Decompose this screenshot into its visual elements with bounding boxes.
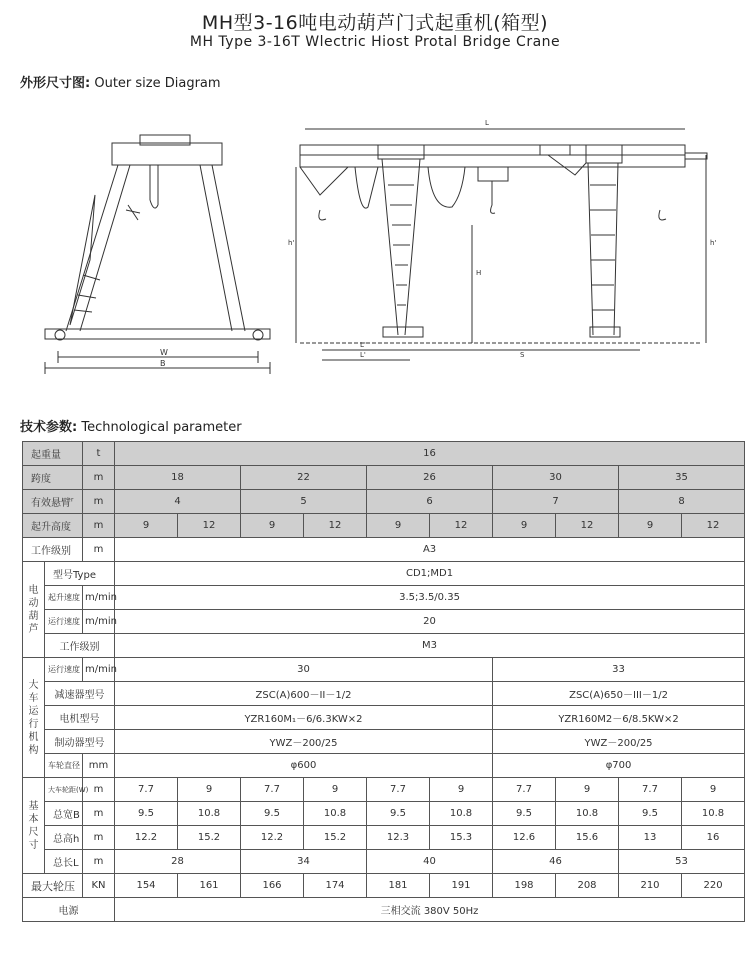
row-lift-height — [23, 514, 745, 538]
cantilever-cell: 4 — [115, 490, 241, 514]
load-cell: 220 — [682, 874, 745, 898]
right-leg-base — [590, 327, 620, 337]
cart-motor-value: YZR160M2－6/8.5KW×2 — [493, 706, 745, 730]
duty-value: A3 — [115, 538, 745, 562]
cantilever-unit: m — [83, 490, 115, 514]
height-cell: 15.3 — [430, 826, 493, 850]
load-cell: 198 — [493, 874, 556, 898]
row-wheelbase — [23, 778, 745, 802]
cart-wheel-value: φ600 — [115, 754, 493, 778]
span-cell: 22 — [241, 466, 367, 490]
row-cart-reducer — [23, 682, 745, 706]
right-leg-rungs — [590, 185, 616, 310]
row-span — [23, 466, 745, 490]
lift-cell: 9 — [241, 514, 304, 538]
row-height — [23, 826, 745, 850]
length-cell: 46 — [493, 850, 619, 874]
left-hopper — [300, 167, 348, 195]
lift-cell: 12 — [682, 514, 745, 538]
dim-w-line — [58, 351, 258, 363]
span-cell: 35 — [619, 466, 745, 490]
hoist-travel-speed-unit: m/min — [83, 610, 115, 634]
dim-w-label: W — [160, 348, 168, 357]
cart-reducer-value: ZSC(A)600－II－1/2 — [115, 682, 493, 706]
right-small-hook — [659, 210, 666, 220]
length-cell: 28 — [115, 850, 241, 874]
cart-reducer-value: ZSC(A)650－III－1/2 — [493, 682, 745, 706]
lift-cell: 9 — [115, 514, 178, 538]
side-top-beam — [112, 143, 222, 165]
right-bracket — [548, 155, 586, 175]
width-cell: 10.8 — [430, 802, 493, 826]
cart-brake-value: YWZ－200/25 — [493, 730, 745, 754]
lift-cell: 12 — [430, 514, 493, 538]
wheelbase-cell: 7.7 — [241, 778, 304, 802]
row-max-wheel-load — [23, 874, 745, 898]
params-heading-cn: 技术参数: — [20, 420, 78, 435]
load-cell: 191 — [430, 874, 493, 898]
diagram-heading-en: Outer size Diagram — [94, 76, 221, 91]
dim-b-line — [45, 362, 270, 374]
cart-speed-unit: m/min — [83, 658, 115, 682]
dim-l1-label: L' — [360, 341, 366, 349]
lift-cell: 9 — [619, 514, 682, 538]
wheelbase-cell: 7.7 — [115, 778, 178, 802]
diagram-heading-cn: 外形尺寸图: — [20, 76, 91, 91]
row-duty — [23, 538, 745, 562]
width-cell: 9.5 — [241, 802, 304, 826]
cantilever-cell: 5 — [241, 490, 367, 514]
height-label: 总高h — [45, 826, 83, 850]
cart-wheel-value: φ700 — [493, 754, 745, 778]
length-unit: m — [83, 850, 115, 874]
duty-label: 工作级别 — [23, 538, 83, 562]
cantilever-label-text: 有效悬臂 — [31, 498, 71, 509]
width-cell: 10.8 — [556, 802, 619, 826]
diagram-heading — [20, 72, 221, 91]
side-brace — [126, 205, 140, 220]
row-cart-brake — [23, 730, 745, 754]
duty-unit: m — [83, 538, 115, 562]
width-cell: 10.8 — [304, 802, 367, 826]
page-title: MH型3-16吨电动葫芦门式起重机(箱型) — [201, 12, 549, 34]
cart-wheel-label: 车轮直径 — [45, 754, 83, 778]
hook-icon — [491, 181, 495, 213]
load-cell: 161 — [178, 874, 241, 898]
mid-bracket — [428, 167, 465, 207]
row-hoist-travel-speed — [23, 610, 745, 634]
left-leg-top — [378, 145, 424, 159]
power-label: 电源 — [23, 898, 115, 922]
wheelbase-cell: 9 — [556, 778, 619, 802]
row-hoist-type — [23, 562, 745, 586]
wheelbase-unit: m — [83, 778, 115, 802]
cantilever-label — [23, 490, 83, 514]
row-hoist-duty — [23, 634, 745, 658]
wheelbase-cell: 7.7 — [367, 778, 430, 802]
spec-table — [22, 441, 745, 922]
wheelbase-cell: 7.7 — [493, 778, 556, 802]
load-cell: 208 — [556, 874, 619, 898]
row-power — [23, 898, 745, 922]
row-cart-wheel — [23, 754, 745, 778]
dim-b-label: B — [160, 359, 166, 368]
hoist-duty-value: M3 — [115, 634, 745, 658]
hoist-duty-label: 工作级别 — [45, 634, 115, 658]
wheelbase-cell: 9 — [178, 778, 241, 802]
hoist-lift-speed-value: 3.5;3.5/0.35 — [115, 586, 745, 610]
hoist-trolley — [478, 167, 508, 181]
page-subtitle: MH Type 3-16T Wlectric Hiost Protal Bridge Crane — [189, 34, 561, 50]
cart-wheel-unit: mm — [83, 754, 115, 778]
cart-brake-value: YWZ－200/25 — [115, 730, 493, 754]
height-cell: 12.6 — [493, 826, 556, 850]
dim-l1b-label: L' — [360, 351, 366, 359]
width-unit: m — [83, 802, 115, 826]
lift-cell: 9 — [367, 514, 430, 538]
load-cell: 210 — [619, 874, 682, 898]
span-cell: 26 — [367, 466, 493, 490]
lift-cell: 12 — [178, 514, 241, 538]
side-right-leg — [200, 165, 245, 331]
lift-cell: 9 — [493, 514, 556, 538]
front-girder — [300, 145, 685, 167]
load-label: 最大轮压 — [23, 874, 83, 898]
cart-speed-value: 30 — [115, 658, 493, 682]
height-cell: 13 — [619, 826, 682, 850]
width-cell: 10.8 — [682, 802, 745, 826]
length-cell: 34 — [241, 850, 367, 874]
cart-motor-label: 电机型号 — [45, 706, 115, 730]
cart-motor-value: YZR160M₁－6/6.3KW×2 — [115, 706, 493, 730]
load-cell: 166 — [241, 874, 304, 898]
height-unit: m — [83, 826, 115, 850]
row-capacity — [23, 442, 745, 466]
right-leg-top — [586, 145, 622, 163]
width-cell: 9.5 — [493, 802, 556, 826]
width-cell: 9.5 — [115, 802, 178, 826]
wheelbase-cell: 7.7 — [619, 778, 682, 802]
height-cell: 12.3 — [367, 826, 430, 850]
wheelbase-cell: 9 — [682, 778, 745, 802]
front-girder-end — [685, 153, 707, 159]
bottom-dims — [322, 350, 640, 360]
height-cell: 16 — [682, 826, 745, 850]
cart-reducer-label: 减速器型号 — [45, 682, 115, 706]
right-leg-cab — [540, 145, 570, 155]
left-small-hook — [319, 210, 326, 220]
dim-l-label: L — [485, 119, 489, 127]
row-hoist-lift-speed — [23, 586, 745, 610]
params-heading — [20, 416, 242, 435]
dim-h-label: H — [476, 269, 482, 277]
row-cart-speed — [23, 658, 745, 682]
side-ladder — [70, 195, 95, 325]
hoist-type-label: 型号Type — [45, 562, 115, 586]
left-leg-base — [383, 327, 423, 337]
side-base-beam — [45, 329, 270, 339]
side-hook-cable — [150, 165, 158, 205]
hoist-travel-speed-label: 运行速度 — [45, 610, 83, 634]
power-value: 三相交流 380V 50Hz — [115, 898, 745, 922]
height-cell: 12.2 — [115, 826, 178, 850]
cantilever-mark: r — [71, 496, 74, 504]
wheelbase-cell: 9 — [304, 778, 367, 802]
length-cell: 40 — [367, 850, 493, 874]
right-leg — [588, 163, 618, 335]
capacity-label: 起重量 — [23, 442, 83, 466]
basic-group-label: 基本尺寸 — [23, 778, 45, 874]
load-cell: 181 — [367, 874, 430, 898]
cantilever-cell: 7 — [493, 490, 619, 514]
cantilever-cell: 6 — [367, 490, 493, 514]
length-cell: 53 — [619, 850, 745, 874]
span-cell: 18 — [115, 466, 241, 490]
wheelbase-cell: 9 — [430, 778, 493, 802]
params-heading-en: Technological parameter — [81, 420, 242, 435]
side-view — [45, 135, 270, 374]
left-leg-rungs — [388, 185, 414, 305]
hoist-lift-speed-label: 起升速度 — [45, 586, 83, 610]
lift-unit: m — [83, 514, 115, 538]
cart-speed-label: 运行速度 — [45, 658, 83, 682]
width-cell: 9.5 — [367, 802, 430, 826]
load-cell: 154 — [115, 874, 178, 898]
span-cell: 30 — [493, 466, 619, 490]
row-cart-motor — [23, 706, 745, 730]
front-view — [288, 119, 716, 360]
dim-h2-label: h' — [710, 239, 717, 247]
cart-group-label: 大车运行机构 — [23, 658, 45, 778]
hoist-group-label: 电动葫芦 — [23, 562, 45, 658]
load-cell: 174 — [304, 874, 367, 898]
width-label: 总宽B — [45, 802, 83, 826]
cantilever-cell: 8 — [619, 490, 745, 514]
height-cell: 15.2 — [178, 826, 241, 850]
lift-cell: 12 — [556, 514, 619, 538]
dim-h1-label: h' — [288, 239, 295, 247]
span-unit: m — [83, 466, 115, 490]
capacity-value: 16 — [115, 442, 745, 466]
row-width — [23, 802, 745, 826]
side-hook-icon — [150, 200, 158, 208]
hoist-travel-speed-value: 20 — [115, 610, 745, 634]
hoist-type-value: CD1;MD1 — [115, 562, 745, 586]
width-cell: 9.5 — [619, 802, 682, 826]
lift-label: 起升高度 — [23, 514, 83, 538]
load-unit: KN — [83, 874, 115, 898]
cart-speed-value: 33 — [493, 658, 745, 682]
dim-s-label: S — [520, 351, 525, 359]
lift-cell: 12 — [304, 514, 367, 538]
hoist-lift-speed-unit: m/min — [83, 586, 115, 610]
outer-size-diagram — [0, 95, 750, 385]
cart-brake-label: 制动器型号 — [45, 730, 115, 754]
width-cell: 10.8 — [178, 802, 241, 826]
height-cell: 12.2 — [241, 826, 304, 850]
left-bracket — [355, 167, 378, 208]
height-cell: 15.2 — [304, 826, 367, 850]
length-label: 总长L — [45, 850, 83, 874]
height-cell: 15.6 — [556, 826, 619, 850]
capacity-unit: t — [83, 442, 115, 466]
row-length — [23, 850, 745, 874]
span-label: 跨度 — [23, 466, 83, 490]
row-cantilever — [23, 490, 745, 514]
wheelbase-label: 大车轮距(W) — [45, 778, 83, 802]
